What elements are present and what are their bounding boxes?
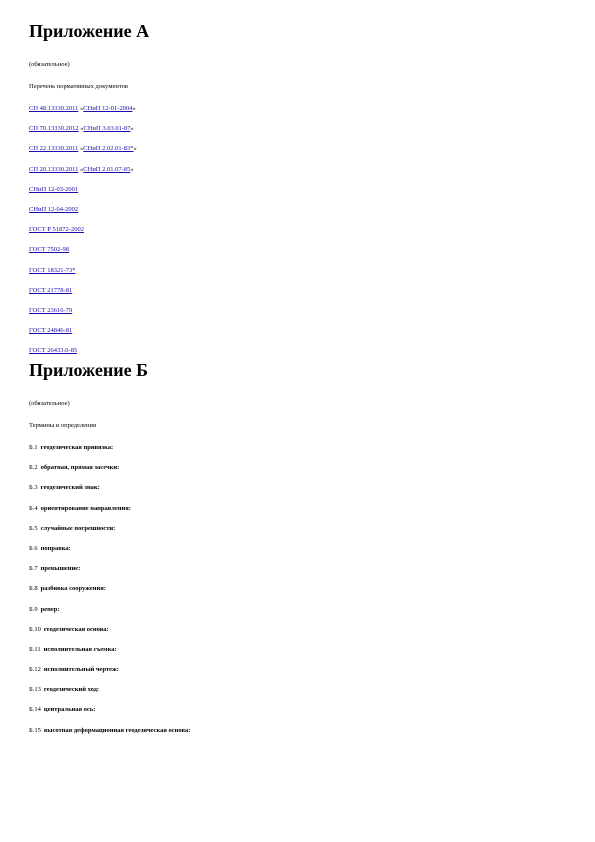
- normative-doc-link[interactable]: ГОСТ Р 51872-2002: [29, 226, 84, 234]
- appendix-a-note: (обязательное): [29, 61, 70, 68]
- term-item: [29, 564, 566, 573]
- terms-list: [29, 443, 566, 735]
- normative-docs-list: [29, 104, 566, 355]
- term-item: [29, 463, 566, 472]
- term-name: обратная, прямая засечки:: [40, 464, 120, 472]
- appendix-b: [29, 359, 566, 746]
- term-number: Б.15: [29, 726, 41, 734]
- normative-doc-item: СП 70.13330.2012 «СНиП 3.03.01-87»: [29, 125, 134, 133]
- term-name: центральная ось:: [43, 706, 96, 714]
- normative-doc-link[interactable]: СНиП 12-04-2002: [29, 205, 79, 213]
- normative-doc-link[interactable]: ГОСТ 23616-79: [29, 306, 73, 314]
- normative-doc-link[interactable]: ГОСТ 7502-98: [29, 246, 69, 254]
- term-name: превышение:: [40, 565, 81, 573]
- term-item: [29, 726, 566, 735]
- normative-doc-link[interactable]: ГОСТ 24846-81: [29, 327, 73, 335]
- term-name: поправка:: [40, 544, 71, 552]
- term-item: [29, 665, 566, 674]
- normative-doc-link[interactable]: СНиП 12-03-2001: [29, 185, 79, 193]
- term-item: [29, 605, 566, 614]
- normative-doc-link[interactable]: СП 70.13330.2012: [29, 125, 79, 133]
- term-number: Б.6: [29, 544, 38, 552]
- normative-doc-item: [29, 185, 566, 194]
- term-item: [29, 645, 566, 654]
- term-name: геодезическая основа:: [43, 625, 109, 633]
- normative-doc-link[interactable]: ГОСТ 21778-81: [29, 286, 73, 294]
- appendix-b-note: (обязательное): [29, 400, 70, 407]
- term-item: [29, 524, 566, 533]
- normative-doc-link[interactable]: СП 20.13330.2011: [29, 165, 79, 173]
- term-number: Б.11: [29, 645, 41, 653]
- normative-doc-item: [29, 306, 566, 315]
- term-name: ориентирование направления:: [40, 504, 131, 512]
- term-number: Б.5: [29, 524, 38, 532]
- term-item: [29, 705, 566, 714]
- normative-doc-item: [29, 205, 566, 214]
- term-number: Б.12: [29, 666, 41, 674]
- normative-doc-link[interactable]: СП 48.13330.2011: [29, 105, 79, 112]
- normative-doc-item: СП 48.13330.2011 «СНиП 12-01-2004»: [29, 105, 136, 112]
- normative-doc-link[interactable]: СП 22.13330.2011: [29, 145, 79, 153]
- term-item: [29, 544, 566, 553]
- term-name: геодезический знак:: [40, 484, 100, 492]
- appendix-a-title: Приложение А: [29, 21, 150, 41]
- term-number: Б.7: [29, 565, 38, 573]
- term-number: Б.8: [29, 585, 38, 593]
- term-name: геодезическая привязка:: [40, 444, 114, 451]
- term-item: [29, 483, 566, 492]
- term-item: [29, 443, 566, 452]
- normative-doc-item: [29, 245, 566, 254]
- appendix-a: [29, 20, 566, 366]
- normative-doc-item: [29, 225, 566, 234]
- term-number: Б.4: [29, 504, 38, 512]
- term-item: [29, 584, 566, 593]
- normative-doc-item: СП 20.13330.2011 «СНиП 2.01.07-85»: [29, 165, 134, 173]
- term-item: [29, 625, 566, 634]
- term-name: исполнительная съемка:: [43, 645, 117, 653]
- term-item: [29, 685, 566, 694]
- normative-doc-alt-link[interactable]: СНиП 2.01.07-85: [83, 165, 131, 173]
- normative-doc-alt-link[interactable]: СНиП 3.03.01-87: [83, 125, 131, 133]
- normative-doc-item: СП 22.13330.2011 «СНиП 2.02.01-83*»: [29, 145, 137, 153]
- term-number: Б.1: [29, 444, 38, 451]
- normative-doc-item: [29, 286, 566, 295]
- term-number: Б.10: [29, 625, 41, 633]
- term-item: [29, 504, 566, 513]
- term-name: разбивка сооружения:: [40, 585, 106, 593]
- normative-doc-item: [29, 326, 566, 335]
- term-number: Б.2: [29, 464, 38, 472]
- normative-doc-alt-link[interactable]: СНиП 12-01-2004: [83, 105, 133, 112]
- term-number: Б.3: [29, 484, 38, 492]
- appendix-b-title: Приложение Б: [29, 360, 148, 380]
- normative-doc-link[interactable]: ГОСТ 18321-73*: [29, 266, 76, 274]
- normative-doc-alt-link[interactable]: СНиП 2.02.01-83*: [83, 145, 134, 153]
- term-number: Б.14: [29, 706, 41, 714]
- normative-doc-link[interactable]: ГОСТ 26433.0-85: [29, 347, 78, 355]
- term-name: геодезический ход:: [43, 686, 100, 694]
- term-name: исполнительный чертеж:: [43, 666, 119, 674]
- term-number: Б.13: [29, 686, 41, 694]
- appendix-b-caption: Термины и определения: [29, 422, 96, 429]
- normative-doc-item: [29, 346, 566, 355]
- normative-doc-item: [29, 266, 566, 275]
- term-name: высотная деформационная геодезическая основа:: [43, 726, 191, 734]
- term-name: случайные погрешности:: [40, 524, 116, 532]
- appendix-a-caption: Перечень нормативных документов: [29, 83, 128, 90]
- term-name: репер:: [40, 605, 60, 613]
- term-number: Б.9: [29, 605, 38, 613]
